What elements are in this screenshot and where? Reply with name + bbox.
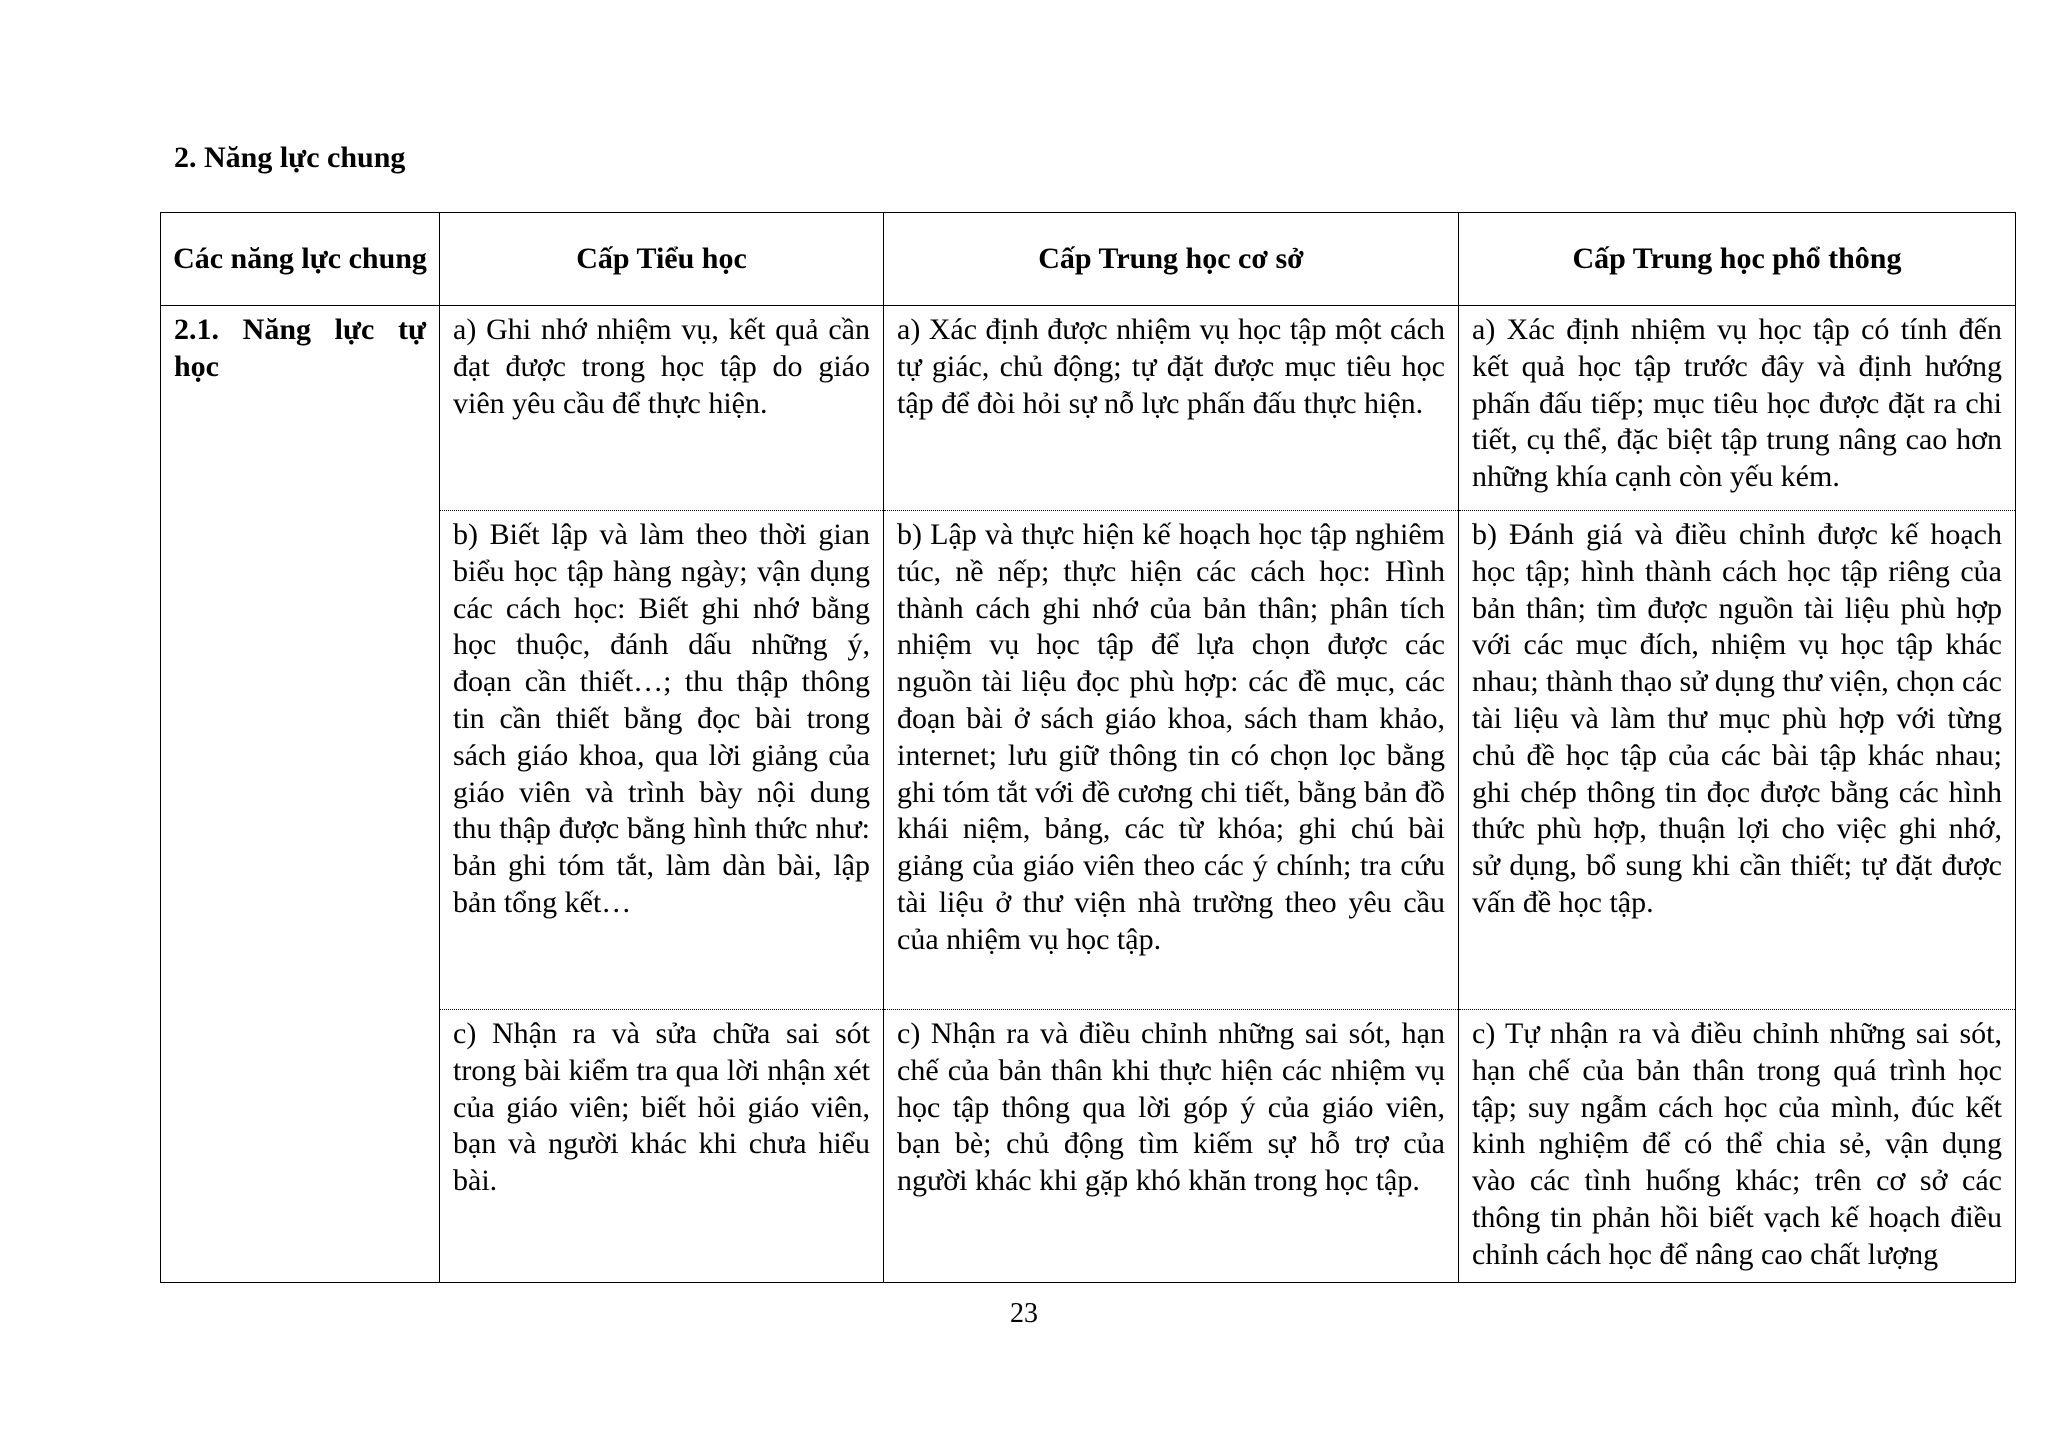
cell-primary-b: b) Biết lập và làm theo thời gian biểu học tập hàng ngày; vận dụng các cách học: Biết ghi nhớ bằng học thuộc, đánh dấu những ý, đoạn cần thiết…; thu thập thông tin cần thiết bằng đọc bài trong sách giáo khoa, qua lời giảng của giáo viên và trình bày nội dung thu thập được bằng hình thức như: bản ghi tóm tắt, làm dàn bài, lập bản tổng kết… — [440, 511, 884, 1010]
cell-primary-a: a) Ghi nhớ nhiệm vụ, kết quả cần đạt được trong học tập do giáo viên yêu cầu để thực hiện. — [440, 306, 884, 511]
competency-name: 2.1. Năng lực tự học — [161, 306, 440, 1283]
table-row — [161, 511, 2016, 1010]
header-upper-secondary: Cấp Trung học phổ thông — [1459, 213, 2016, 306]
section-heading: 2. Năng lực chung — [174, 141, 406, 174]
cell-lower-secondary-c: c) Nhận ra và điều chỉnh những sai sót, hạn chế của bản thân khi thực hiện các nhiệm vụ học tập thông qua lời góp ý của giáo viên, bạn bè; chủ động tìm kiếm sự hỗ trợ của người khác khi gặp khó khăn trong học tập. — [884, 1010, 1459, 1283]
cell-upper-secondary-b: b) Đánh giá và điều chỉnh được kế hoạch học tập; hình thành cách học tập riêng của bản thân; tìm được nguồn tài liệu phù hợp với các mục đích, nhiệm vụ học tập khác nhau; thành thạo sử dụng thư viện, chọn các tài liệu và làm thư mục phù hợp với từng chủ đề học tập của các bài tập khác nhau; ghi chép thông tin đọc được bằng các hình thức phù hợp, thuận lợi cho việc ghi nhớ, sử dụng, bổ sung khi cần thiết; tự đặt được vấn đề học tập. — [1459, 511, 2016, 1010]
cell-primary-c: c) Nhận ra và sửa chữa sai sót trong bài kiểm tra qua lời nhận xét của giáo viên; biết hỏi giáo viên, bạn và người khác khi chưa hiểu bài. — [440, 1010, 884, 1283]
cell-upper-secondary-a: a) Xác định nhiệm vụ học tập có tính đến kết quả học tập trước đây và định hướng phấn đấu tiếp; mục tiêu học được đặt ra chi tiết, cụ thể, đặc biệt tập trung nâng cao hơn những khía cạnh còn yếu kém. — [1459, 306, 2016, 511]
table-header-row — [161, 213, 2016, 306]
header-competencies: Các năng lực chung — [161, 213, 440, 306]
table-row — [161, 306, 2016, 511]
cell-upper-secondary-c: c) Tự nhận ra và điều chỉnh những sai sót, hạn chế của bản thân trong quá trình học tập; suy ngẫm cách học của mình, đúc kết kinh nghiệm để có thể chia sẻ, vận dụng vào các tình huống khác; trên cơ sở các thông tin phản hồi biết vạch kế hoạch điều chỉnh cách học để nâng cao chất lượng — [1459, 1010, 2016, 1283]
header-lower-secondary: Cấp Trung học cơ sở — [884, 213, 1459, 306]
page-number: 23 — [1010, 1298, 1038, 1329]
table-row — [161, 1010, 2016, 1283]
cell-lower-secondary-a: a) Xác định được nhiệm vụ học tập một cách tự giác, chủ động; tự đặt được mục tiêu học tập để đòi hỏi sự nỗ lực phấn đấu thực hiện. — [884, 306, 1459, 511]
header-primary: Cấp Tiểu học — [440, 213, 884, 306]
cell-lower-secondary-b: b) Lập và thực hiện kế hoạch học tập nghiêm túc, nề nếp; thực hiện các cách học: Hình thành cách ghi nhớ của bản thân; phân tích nhiệm vụ học tập để lựa chọn được các nguồn tài liệu đọc phù hợp: các đề mục, các đoạn bài ở sách giáo khoa, sách tham khảo, internet; lưu giữ thông tin có chọn lọc bằng ghi tóm tắt với đề cương chi tiết, bằng bản đồ khái niệm, bảng, các từ khóa; ghi chú bài giảng của giáo viên theo các ý chính; tra cứu tài liệu ở thư viện nhà trường theo yêu cầu của nhiệm vụ học tập. — [884, 511, 1459, 1010]
competency-table — [160, 212, 2016, 1283]
